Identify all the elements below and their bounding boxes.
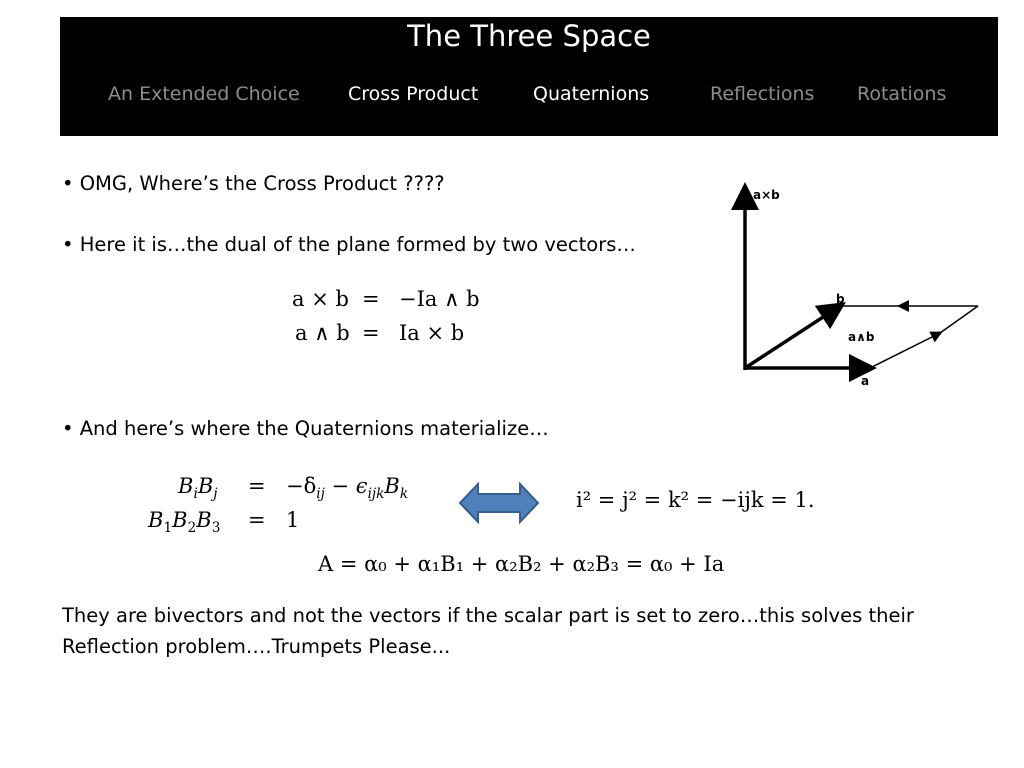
slide-header — [60, 17, 998, 136]
eq-quaternion-a: A = α₀ + α₁B₁ + α₂B₂ + α₂B₃ = α₀ + Ia — [318, 552, 725, 576]
bullet-cross-product-question: • OMG, Where’s the Cross Product ???? — [62, 172, 445, 195]
slide-title: The Three Space — [407, 19, 651, 53]
eq2-equals: = — [362, 321, 380, 345]
cross-product-diagram — [730, 175, 990, 395]
nav-rotations[interactable]: Rotations — [857, 83, 947, 105]
eq4-rhs: 1 — [286, 508, 300, 532]
eq2-lhs: a ∧ b — [295, 321, 350, 345]
eq1-lhs: a × b — [292, 287, 349, 311]
parallelogram-right — [870, 333, 940, 368]
label-awb: a∧b — [848, 330, 875, 344]
nav-extended-choice[interactable]: An Extended Choice — [108, 83, 300, 105]
label-b: b — [836, 292, 845, 306]
parallelogram-right-top — [940, 306, 978, 333]
eq3-lhs: $B_iB_j$ — [178, 474, 218, 503]
eq4-lhs: $B_1B_2B_3$ — [148, 508, 221, 537]
label-axb: a×b — [753, 188, 780, 202]
double-arrow-shape — [460, 484, 538, 522]
eq3-rhs: $-\delta_{ij} - \epsilon_{ijk}B_k$ — [286, 474, 409, 503]
label-a: a — [861, 374, 870, 388]
eq1-equals: = — [362, 287, 380, 311]
nav-reflections[interactable]: Reflections — [710, 83, 815, 105]
eq1-rhs: −Ia ∧ b — [399, 287, 480, 311]
eq4-equals: = — [248, 508, 266, 532]
nav-cross-product[interactable]: Cross Product — [348, 83, 479, 105]
eq2-rhs: Ia × b — [399, 321, 465, 345]
eq3-equals: = — [248, 474, 266, 498]
conclusion-paragraph: They are bivectors and not the vectors if the scalar part is set to zero…this solves their Reflection problem….Trumpets Please... — [62, 604, 914, 658]
nav-quaternions[interactable]: Quaternions — [533, 83, 650, 105]
bullet-dual-plane: • Here it is…the dual of the plane formed by two vectors… — [62, 233, 636, 256]
bullet-quaternions: • And here’s where the Quaternions materialize… — [62, 417, 549, 440]
b-vector — [745, 306, 840, 368]
double-arrow-icon — [458, 482, 540, 524]
eq-ijk: i² = j² = k² = −ijk = 1. — [576, 488, 815, 512]
